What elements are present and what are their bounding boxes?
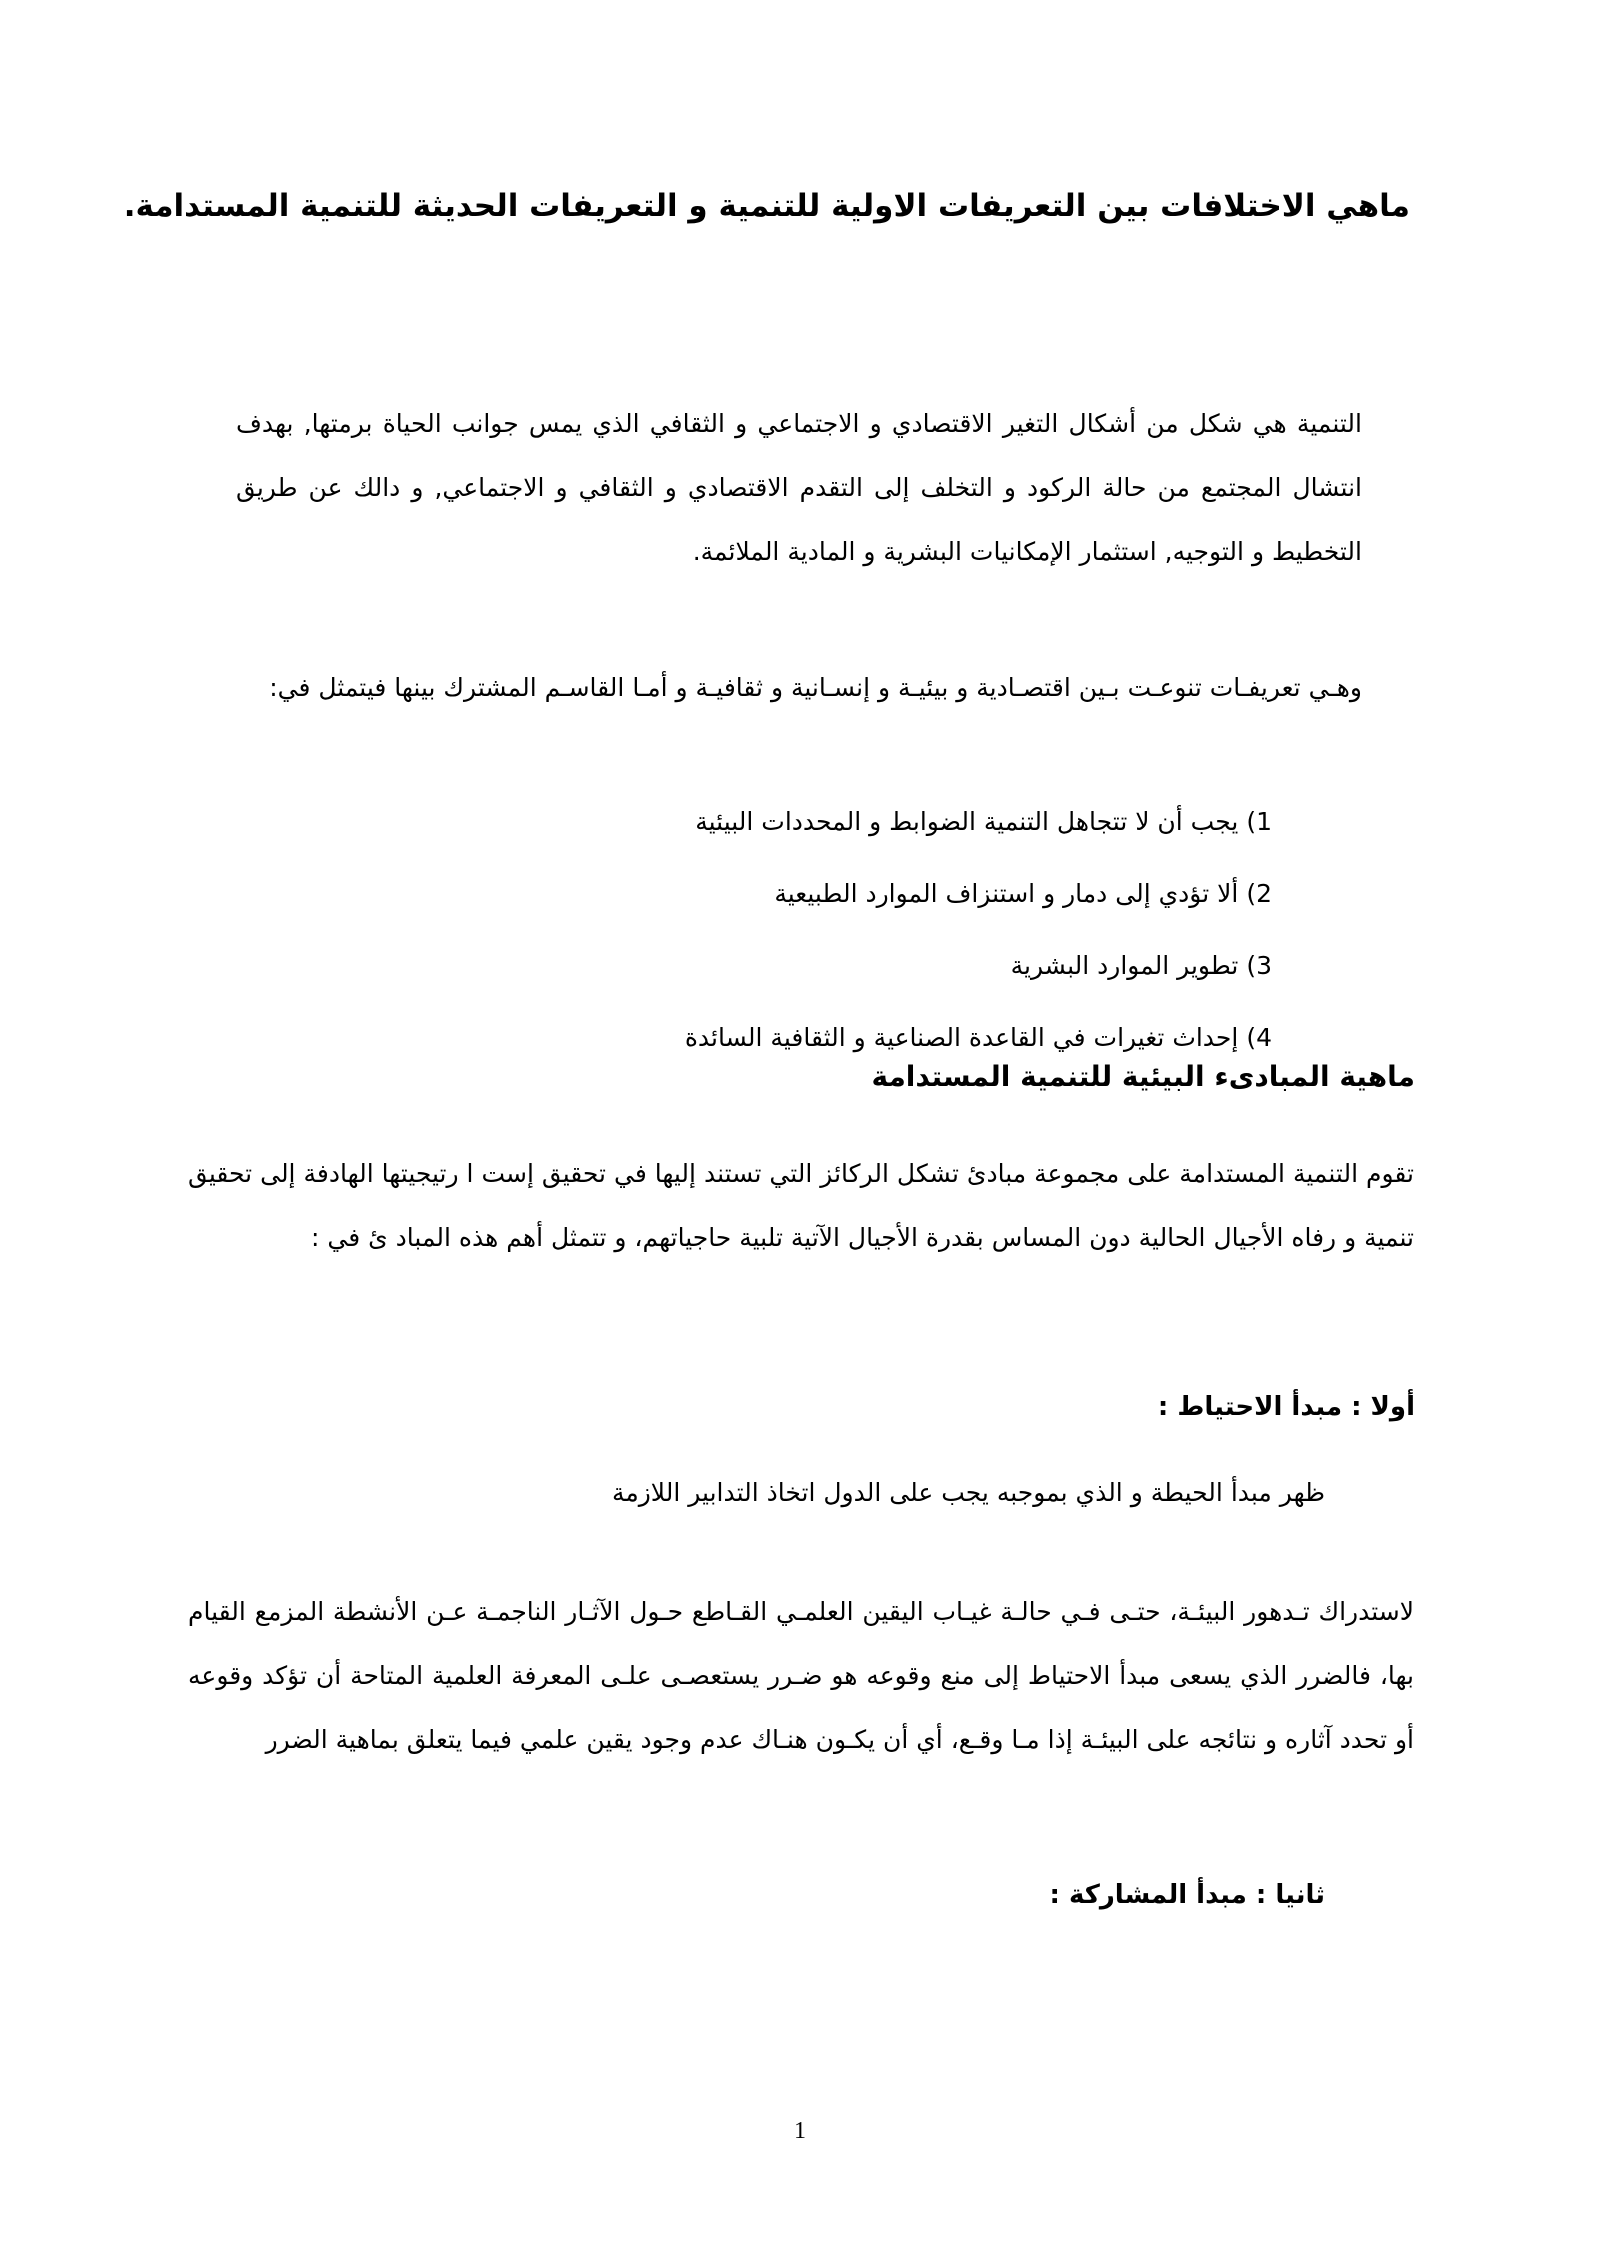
- second-principle-heading: ثانيا : مبدأ المشاركة :: [1049, 1880, 1325, 1910]
- page-number: 1: [794, 2118, 806, 2144]
- list-item-text: تطوير الموارد البشرية: [1010, 951, 1239, 980]
- list-item: [500, 930, 1272, 1002]
- list-item-number: 1): [1246, 807, 1272, 836]
- document-title: ماهي الاختلافات بين التعريفات الاولية للتنمية و التعريفات الحديثة للتنمية المستدامة.: [123, 188, 1410, 224]
- list-item: [500, 786, 1272, 858]
- first-principle-intro: ظهر مبدأ الحيطة و الذي بموجبه يجب على الدول اتخاذ التدابير اللازمة: [611, 1478, 1325, 1507]
- list-item: [500, 858, 1272, 930]
- principles-paragraph: تقوم التنمية المستدامة على مجموعة مبادئ تشكل الركائز التي تستند إليها في تحقيق إست ا رتيجيتها الهادفة إلى تحقيق تنمية و رفاه الأجيال الحالية دون المساس بقدرة الأجيال الآتية تلبية حاجياتهم، و تتمثل أهم هذه المباد ئ في :: [188, 1159, 1414, 1252]
- first-principle-paragraph: لاستدراك تـدهور البيئـة، حتـى فـي حالـة غيـاب اليقين العلمـي القـاطع حـول الآثـار الناجمـة عـن الأنشطة المزمع القيام بها، فالضرر الذي يسعى مبدأ الاحتياط إلى منع وقوعه هو ضـرر يستعصـى علـى المعرفة العلمية المتاحة أن تؤكد وقوعه أو تحدد آثاره و نتائجه على البيئـة إذا مـا وقـع، أي أن يكـون هنـاك عدم وجود يقين علمي فيما يتعلق بماهية الضرر: [188, 1597, 1414, 1754]
- list-item-text: ألا تؤدي إلى دمار و استنزاف الموارد الطبيعية: [774, 879, 1239, 908]
- list-item-text: إحداث تغيرات في القاعدة الصناعية و الثقافية السائدة: [684, 1023, 1239, 1052]
- list-item-text: يجب أن لا تتجاهل التنمية الضوابط و المحددات البيئية: [695, 807, 1239, 836]
- intro-paragraph: التنمية هي شكل من أشكال التغير الاقتصادي و الاجتماعي و الثقافي الذي يمس جوانب الحياة برمتها, بهدف انتشال المجتمع من حالة الركود و التخلف إلى التقدم الاقتصادي و الثقافي و الاجتماعي, و دالك عن طريق التخطيط و التوجيه, استثمار الإمكانيات البشرية و المادية الملائمة.: [236, 409, 1362, 566]
- first-principle-heading: أولا : مبدأ الاحتياط :: [1157, 1392, 1415, 1422]
- list-item-number: 4): [1246, 1023, 1272, 1052]
- definitions-paragraph: وهـي تعريفـات تنوعـت بـين اقتصـادية و بيئيـة و إنسـانية و ثقافيـة و أمـا القاسـم المشترك بينها فيتمثل في:: [269, 673, 1362, 702]
- section-heading: ماهية المبادىء البيئية للتنمية المستدامة: [871, 1060, 1415, 1093]
- common-points-list: [500, 786, 1272, 1074]
- list-item-number: 3): [1246, 951, 1272, 980]
- list-item-number: 2): [1246, 879, 1272, 908]
